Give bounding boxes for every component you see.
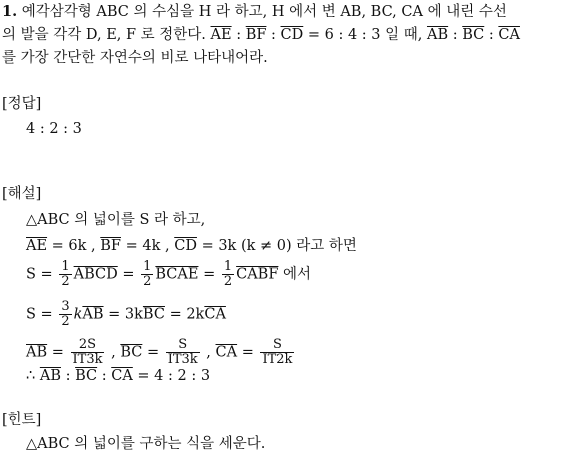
segment-cd: $\overline{CD}$ [280,27,304,43]
fraction-three-halves: $\frac{3}{2}$ [61,299,70,329]
seg-ca-3: $\overline{CA}$ [215,344,238,361]
k-var: k [73,306,83,323]
term-2: BCAE [155,266,199,283]
seg-ca-2: $\overline{CA}$ [204,306,226,323]
fraction-bc: $\frac{S}{IT3k}$ [167,337,198,367]
answer-label: [정답] [2,96,42,112]
final-ratio: = 4 : 2 : 3 [137,368,211,384]
eq-bc: = [146,344,160,361]
solution-line-2 [26,236,357,256]
fraction-half-3: $\frac{1}{2}$ [223,259,233,289]
segment-ca: $\overline{CA}$ [498,27,520,43]
therefore-symbol: ∴ [26,368,36,384]
fraction-half-1: $\frac{1}{2}$ [61,259,70,289]
hint-text: △ABC 의 넓이를 구하는 식을 세운다. [26,436,266,452]
cd-value: = 3k (k ≠ 0) [201,238,292,254]
fraction-ab: $\frac{2S}{IT3k}$ [72,337,103,367]
colon-1: : [65,368,71,384]
solution-line-5 [26,338,296,367]
sep-1: , [111,344,116,361]
seg-bc-4: $\overline{BC}$ [75,368,98,384]
fraction-half-2: $\frac{1}{2}$ [143,259,152,289]
term-1: ABCD [73,266,118,283]
seg-bc-3: $\overline{BC}$ [120,344,143,361]
eq-2k: = 2k [169,306,205,323]
problem-text-1: 예각삼각형 ABC 의 수심을 H 라 하고, H 에서 변 AB, BC, CA 에 내린 수선 [21,4,507,20]
answer-text: 4 : 2 : 3 [26,121,82,137]
sep-2: , [206,344,211,361]
segment-bc: $\overline{BC}$ [462,27,485,43]
hint-label: [힌트] [2,412,42,428]
seg-ca-4: $\overline{CA}$ [111,368,133,384]
solution-line-4 [26,300,226,329]
problem-text-3: 를 가장 간단한 자연수의 비로 나타내어라. [2,50,268,66]
problem-number: 1. [2,3,18,20]
eq-3k: = 3k [108,306,143,323]
seg-ab-2: $\overline{AB}$ [82,306,104,323]
s-eq: S = [26,266,53,283]
eq-ca: = [241,344,254,361]
problem-line-3 [2,48,268,68]
term-3: CABF [236,266,279,283]
s-eq-2: S = [26,306,53,323]
seg-ae: $\overline{AE}$ [26,238,48,254]
bf-value: = 4k , [125,238,170,254]
segment-bf: $\overline{BF}$ [245,27,267,43]
segment-ab: $\overline{AB}$ [426,27,449,43]
colon-2: : [101,368,107,384]
line-2-tail: 라고 하면 [296,238,357,254]
seg-bc-2: $\overline{BC}$ [142,306,165,323]
problem-line-2: 의 발을 각각 D, E, F 로 정한다. $\overline{AE}$ : $\overline{BF}$ : $\overline{CD} = 6$ : 4 : 3 일 때, $\overline{AB}$ : $\overline{BC}$ : $\overline{CA}$ [2,27,520,43]
problem-text-2: 의 발을 각각 D, E, F 로 정한다. [2,27,206,43]
segment-ae: $\overline{AE}$ [210,27,232,43]
solution-label: [해설] [2,186,42,202]
seg-cd: $\overline{CD}$ [174,238,197,254]
seg-bf: $\overline{BF}$ [100,238,121,254]
seg-ab-3: $\overline{AB}$ [26,344,48,361]
solution-line-6 [26,366,210,386]
solution-line-1: △ABC 의 넓이를 S 라 하고, [26,212,206,228]
ratio-value: = 6 : 4 : 3 [307,27,381,43]
line-3-tail: 에서 [283,266,312,283]
problem-line-1 [2,2,507,22]
eq-1: = [122,266,135,283]
eq-ab: = [51,344,64,361]
ae-value: = 6k , [51,238,96,254]
problem-text-2b: 일 때, [385,27,423,43]
fraction-ca: $\frac{S}{IT2k}$ [262,337,293,367]
solution-line-3 [26,260,311,289]
seg-ab-4: $\overline{AB}$ [39,368,61,384]
eq-2: = [203,266,216,283]
